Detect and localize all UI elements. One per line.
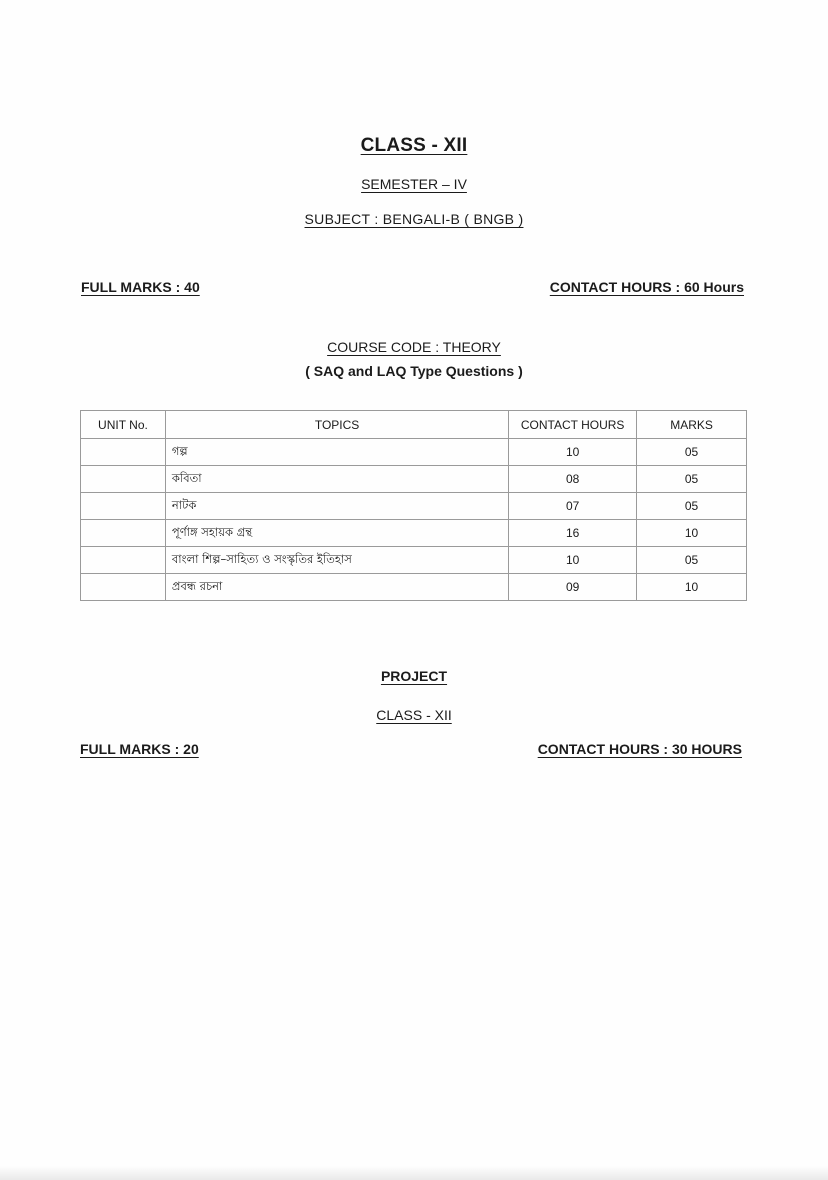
- header-topics: TOPICS: [165, 411, 508, 439]
- header-marks: MARKS: [637, 411, 747, 439]
- header-unit: UNIT No.: [81, 411, 166, 439]
- project-class-title: CLASS - XII: [376, 707, 452, 723]
- unit-cell: [81, 493, 166, 520]
- unit-cell: [81, 574, 166, 601]
- marks-cell: 10: [637, 520, 747, 547]
- unit-cell: [81, 547, 166, 574]
- topic-cell: পূর্ণাঙ্গ সহায়ক গ্রন্থ: [165, 520, 508, 547]
- scan-edge-shadow: [0, 1166, 828, 1180]
- unit-cell: [81, 439, 166, 466]
- project-title: PROJECT: [380, 668, 448, 684]
- hours-cell: 09: [509, 574, 637, 601]
- syllabus-table: [80, 410, 747, 601]
- marks-cell: 05: [637, 466, 747, 493]
- hours-cell: 16: [509, 520, 637, 547]
- table-row: [81, 547, 747, 574]
- topic-cell: বাংলা শিল্প–সাহিত্য ও সংস্কৃতির ইতিহাস: [165, 547, 508, 574]
- class-title: CLASS - XII: [360, 135, 468, 156]
- theory-full-marks: FULL MARKS : 40: [81, 279, 200, 295]
- hours-cell: 10: [509, 439, 637, 466]
- header-contact-hours: CONTACT HOURS: [509, 411, 637, 439]
- hours-cell: 07: [509, 493, 637, 520]
- course-code: COURSE CODE : THEORY: [327, 339, 501, 355]
- project-full-marks: FULL MARKS : 20: [80, 741, 199, 757]
- table-row: [81, 439, 747, 466]
- topic-cell: গল্প: [165, 439, 508, 466]
- unit-cell: [81, 466, 166, 493]
- topic-cell: কবিতা: [165, 466, 508, 493]
- topic-cell: প্রবন্ধ রচনা: [165, 574, 508, 601]
- question-type: ( SAQ and LAQ Type Questions ): [305, 363, 523, 379]
- project-contact-hours: CONTACT HOURS : 30 HOURS: [537, 741, 742, 757]
- subject-label: SUBJECT : BENGALI-B ( BNGB ): [304, 211, 524, 227]
- table-row: [81, 574, 747, 601]
- semester-label: SEMESTER – IV: [361, 176, 467, 192]
- table-row: [81, 466, 747, 493]
- marks-cell: 05: [637, 493, 747, 520]
- marks-cell: 05: [637, 439, 747, 466]
- marks-cell: 05: [637, 547, 747, 574]
- unit-cell: [81, 520, 166, 547]
- topic-cell: নাটক: [165, 493, 508, 520]
- table-header-row: [81, 411, 747, 439]
- table-row: [81, 520, 747, 547]
- marks-cell: 10: [637, 574, 747, 601]
- theory-contact-hours: CONTACT HOURS : 60 Hours: [549, 279, 744, 295]
- hours-cell: 08: [509, 466, 637, 493]
- table-row: [81, 493, 747, 520]
- hours-cell: 10: [509, 547, 637, 574]
